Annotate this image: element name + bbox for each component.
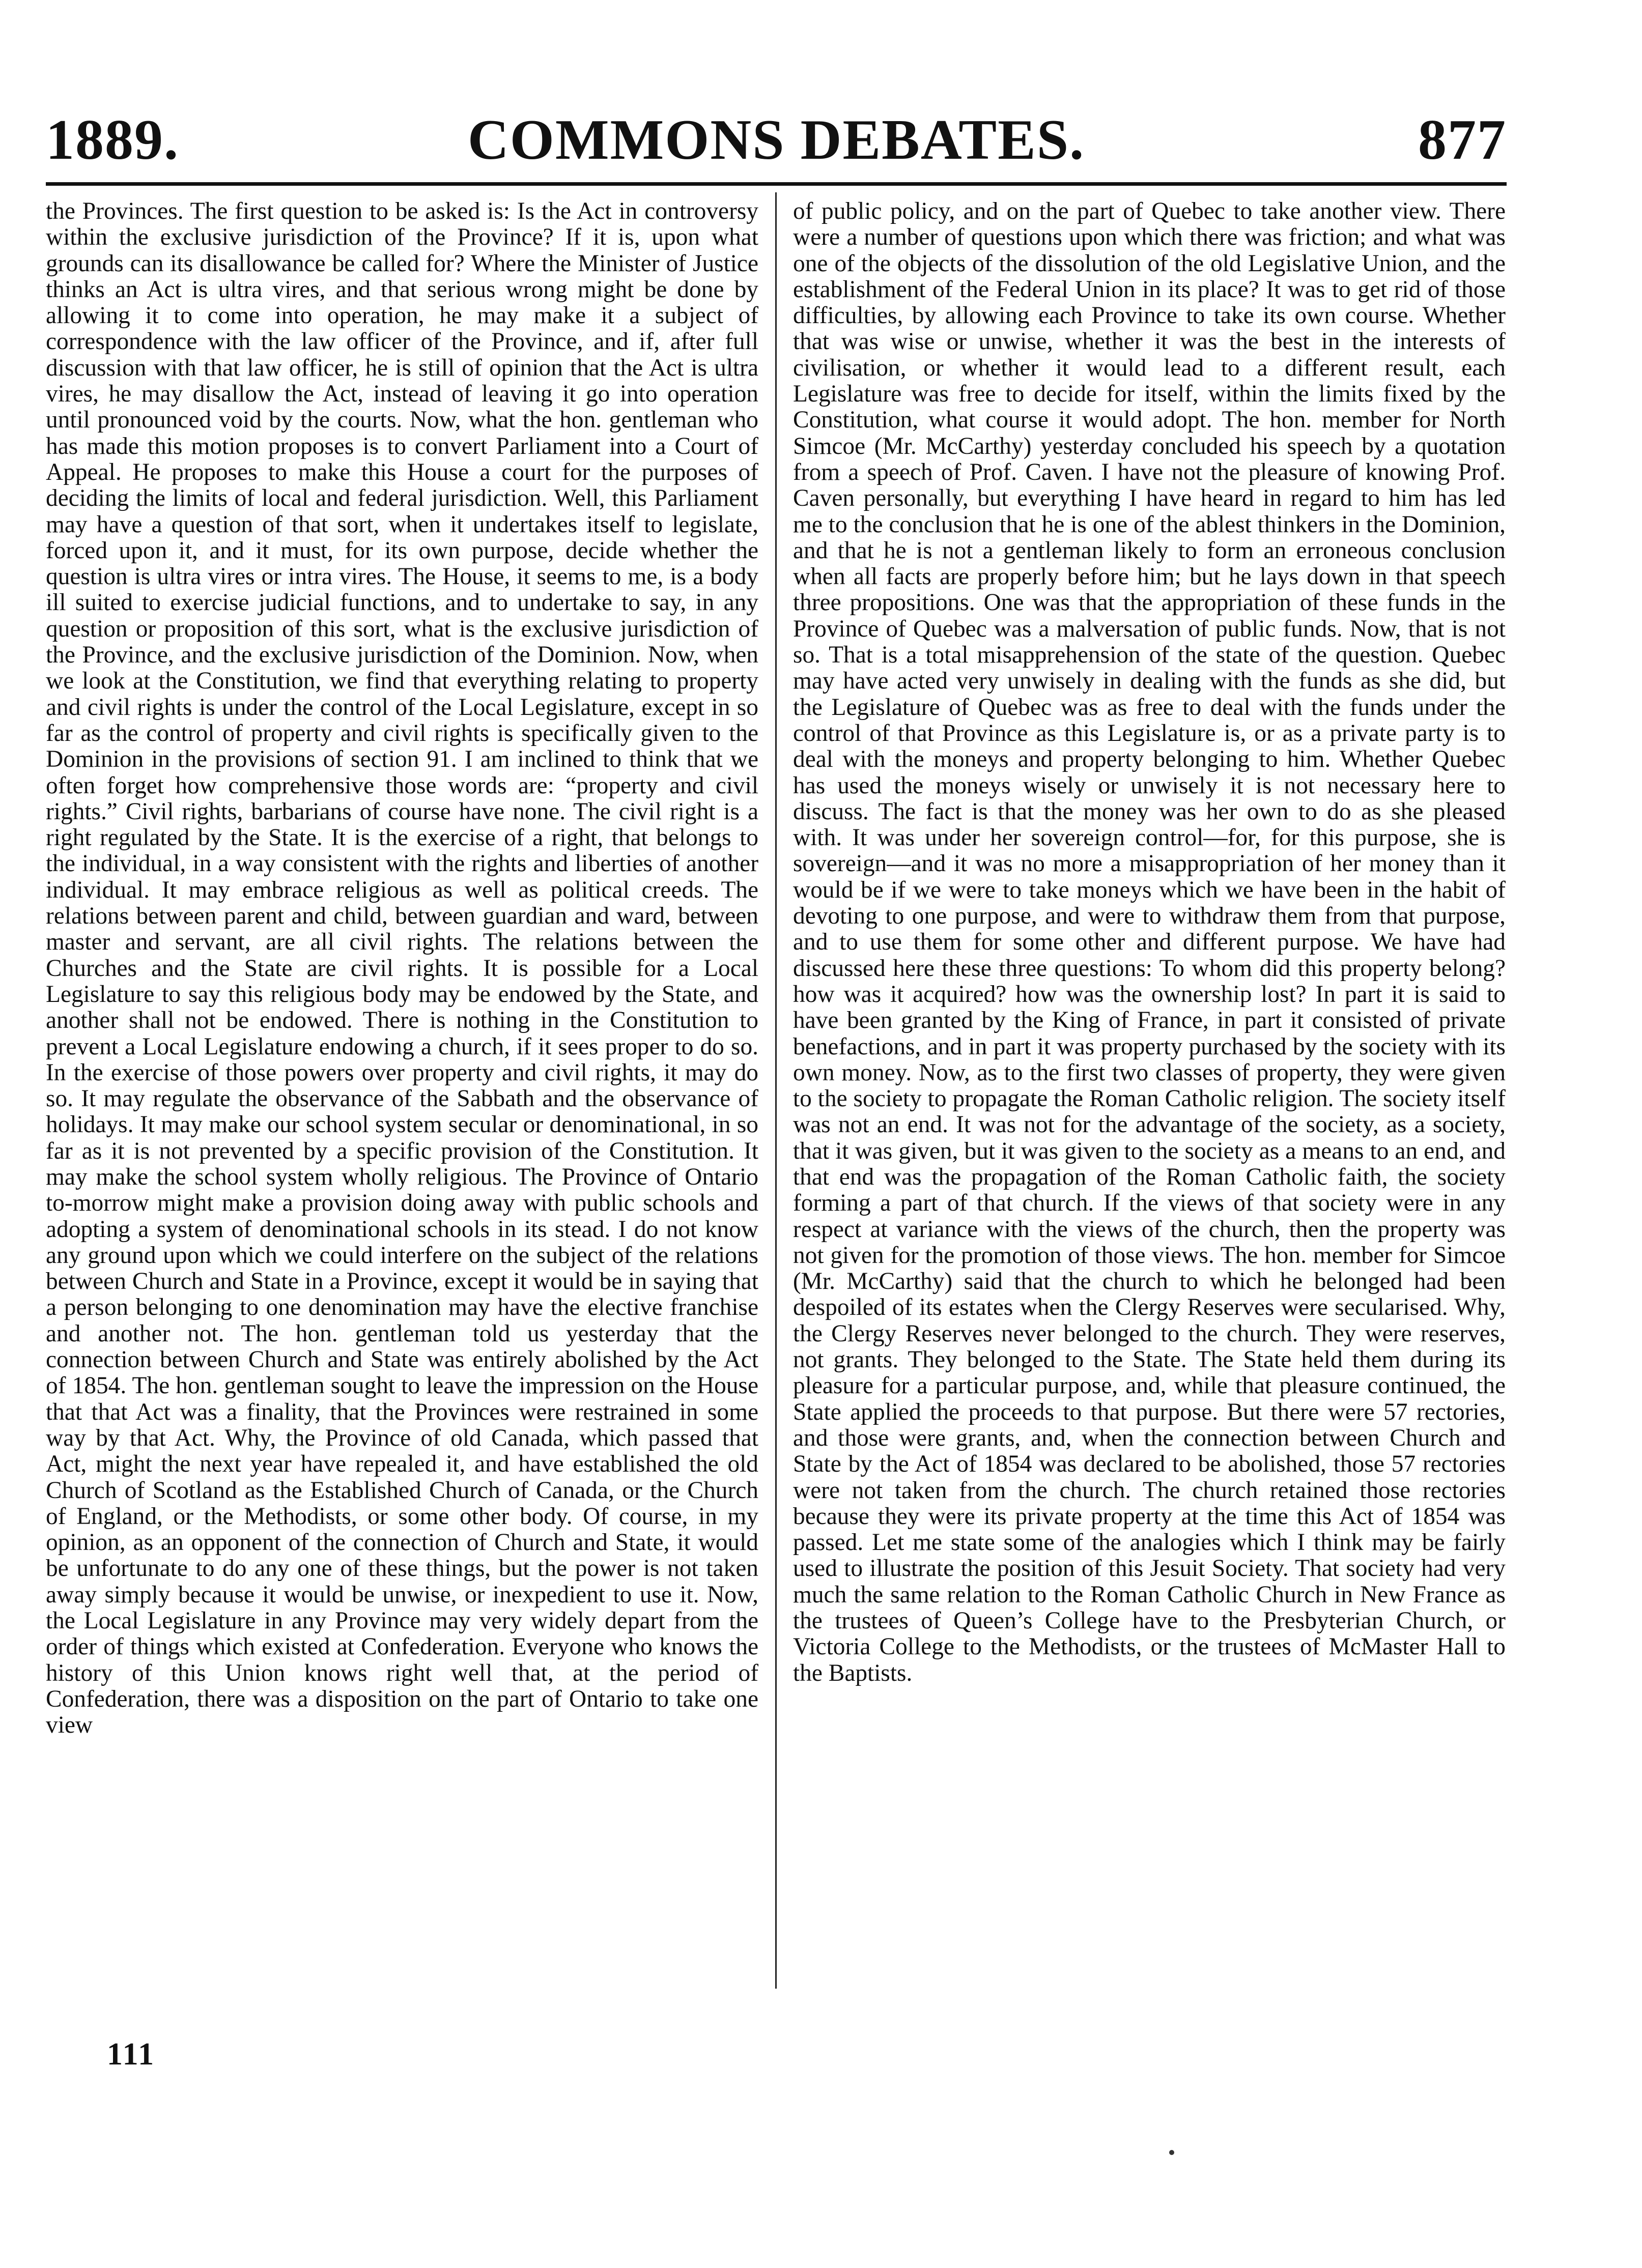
header-title: COMMONS DEBATES. xyxy=(467,108,1085,171)
header-page-number: 877 xyxy=(1418,108,1507,171)
header-rule xyxy=(46,182,1507,186)
right-column xyxy=(793,198,1506,1686)
column-divider xyxy=(775,192,777,1989)
signature-mark: 111 xyxy=(107,2037,156,2072)
left-column-text: the Provinces. The first question to be asked is: Is the Act in controversy within the exclusive jurisdiction of the Province? If it is, upon what grounds can its disallowance be called for? Where the Minister of Justice thinks an Act is ultra vires, and that serious wrong might be done by allowing it to come into operation, he may make it a subject of correspondence with the law officer of the Province, and if, after full discussion with that law officer, he is still of opinion that the Act is ultra vires, he may disallow the Act, instead of leaving it go into operation until pronounced void by the courts. Now, what the hon. gentleman who has made this motion proposes is to convert Parliament into a Court of Appeal. He proposes to make this House a court for the purposes of deciding the limits of local and federal jurisdiction. Well, this Parliament may have a question of that sort, when it undertakes itself to legislate, forced upon it, and it must, for its own purpose, decide whether the question is ultra vires or intra vires. The House, it seems to me, is a body ill suited to exercise judicial functions, and to undertake to say, in any question or proposition of this sort, what is the exclusive jurisdiction of the Province, and the exclusive jurisdiction of the Dominion. Now, when we look at the Constitution, we find that everything relating to property and civil rights is under the control of the Local Legislature, except in so far as the control of property and civil rights is specifically given to the Dominion in the provisions of section 91. I am inclined to think that we often forget how comprehensive those words are: “property and civil rights.” Civil rights, barbarians of course have none. The civil right is a right regulated by the State. It is the exercise of a right, that belongs to the individual, in a way consistent with the rights and liberties of another individual. It may embrace religious as well as political creeds. The relations between parent and child, between guardian and ward, between master and servant, are all civil rights. The relations between the Churches and the State are civil rights. It is possible for a Local Legislature to say this religious body may be endowed by the State, and another shall not be endowed. There is nothing in the Constitution to prevent a Local Legislature endowing a church, if it sees proper to do so. In the exercise of those powers over property and civil rights, it may do so. It may regulate the observance of the Sabbath and the observance of holidays. It may make our school system secular or denominational, in so far as it is not prevented by a specific provision of the Constitution. It may make the school system wholly religious. The Province of Ontario to-morrow might make a provision doing away with public schools and adopting a system of denominational schools in its stead. I do not know any ground upon which we could interfere on the subject of the relations between Church and State in a Province, except it would be in saying that a person belonging to one denomination may have the elective franchise and another not. The hon. gentleman told us yesterday that the connection between Church and State was entirely abolished by the Act of 1854. The hon. gentleman sought to leave the impression on the House that that Act was a finality, that the Provinces were restrained in some way by that Act. Why, the Province of old Canada, which passed that Act, might the next year have repealed it, and have established the old Church of Scotland as the Established Church of Canada, or the Church of England, or the Methodists, or some other body. Of course, in my opinion, as an opponent of the connection of Church and State, it would be unfortunate to do any one of these things, but the power is not taken away simply because it would be unwise, or inexpedient to use it. Now, the Local Legislature in any Province may very widely depart from the order of things which existed at Confederation. Everyone who knows the history of this Union knows right well that, at the period of Confederation, there was a disposition on the part of Ontario to take one view xyxy=(46,198,758,1739)
ink-dot xyxy=(1169,2150,1174,2155)
page-header xyxy=(46,107,1507,173)
left-column xyxy=(46,198,758,1739)
header-year: 1889. xyxy=(46,108,179,171)
right-column-text: of public policy, and on the part of Quebec to take another view. There were a number of questions upon which there was friction; and what was one of the objects of the dissolution of the old Legislative Union, and the establishment of the Federal Union in its place? It was to get rid of those difficulties, by allowing each Province to take its own course. Whether that was wise or unwise, whether it was the best in the interests of civilisation, or whether it would lead to a different result, each Legislature was free to decide for itself, within the limits fixed by the Constitution, what course it would adopt. The hon. member for North Simcoe (Mr. McCarthy) yesterday concluded his speech by a quotation from a speech of Prof. Caven. I have not the pleasure of knowing Prof. Caven personally, but everything I have heard in regard to him has led me to the conclusion that he is one of the ablest thinkers in the Dominion, and that he is not a gentleman likely to form an erroneous conclusion when all facts are properly before him; but he lays down in that speech three propositions. One was that the appropriation of these funds in the Province of Quebec was a malversation of public funds. Now, that is not so. That is a total misapprehension of the state of the question. Quebec may have acted very unwisely in dealing with the funds as she did, but the Legislature of Quebec was as free to deal with the funds under the control of that Province as this Legislature is, or as a private party is to deal with the moneys and property belonging to him. Whether Quebec has used the moneys wisely or unwisely it is not necessary here to discuss. The fact is that the money was her own to do as she pleased with. It was under her sovereign control—for, for this purpose, she is sovereign—and it was no more a misappropriation of her money than it would be if we were to take moneys which we have been in the habit of devoting to one purpose, and were to withdraw them from that purpose, and to use them for some other and different purpose. We have had discussed here these three questions: To whom did this property belong? how was it acquired? how was the ownership lost? In part it is said to have been granted by the King of France, in part it consisted of private benefactions, and in part it was property purchased by the society with its own money. Now, as to the first two classes of property, they were given to the society to propagate the Roman Catholic religion. The society itself was not an end. It was not for the advantage of the society, as a society, that it was given, but it was given to the society as a means to an end, and that end was the propagation of the Roman Catholic faith, the society forming a part of that church. If the views of that society were in any respect at variance with the views of the church, then the property was not given for the promotion of those views. The hon. member for Simcoe (Mr. McCarthy) said that the church to which he belonged had been despoiled of its estates when the Clergy Reserves were secularised. Why, the Clergy Reserves never belonged to the church. They were reserves, not grants. They belonged to the State. The State held them during its pleasure for a particular purpose, and, while that pleasure continued, the State applied the proceeds to that purpose. But there were 57 rectories, and those were grants, and, when the connection between Church and State by the Act of 1854 was declared to be abolished, those 57 rectories were not taken from the church. The church retained those rectories because they were its private property at the time this Act of 1854 was passed. Let me state some of the analogies which I think may be fairly used to illustrate the position of this Jesuit Society. That society had very much the same relation to the Roman Catholic Church in New France as the trustees of Queen’s College have to the Presbyterian Church, or Victoria College to the Methodists, or the trustees of McMaster Hall to the Baptists. xyxy=(793,198,1506,1686)
